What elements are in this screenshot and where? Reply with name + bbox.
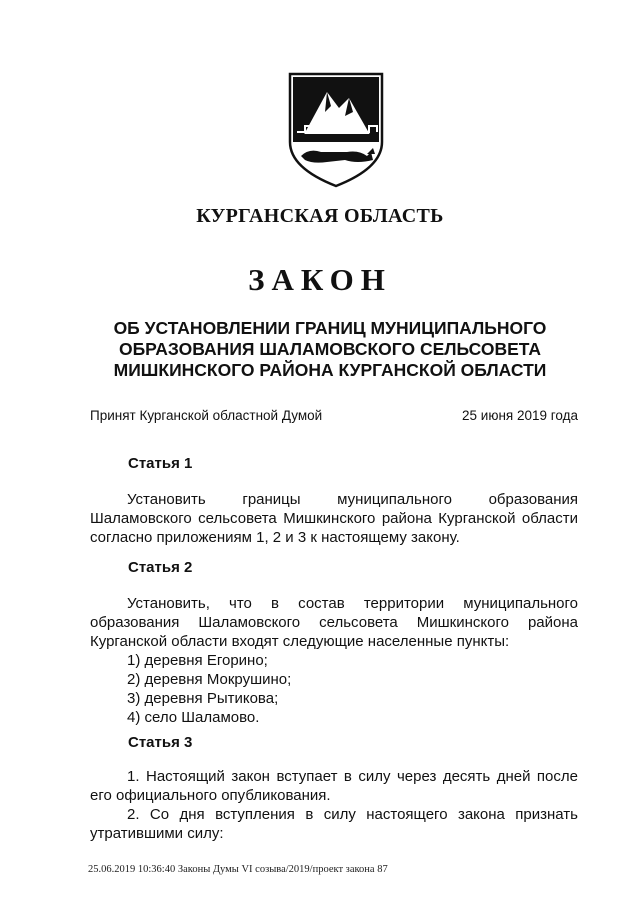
law-subject — [90, 318, 570, 381]
text-line: утратившими силу: — [90, 825, 224, 842]
adopted-by: Принят Курганской областной Думой — [90, 408, 323, 423]
text-line: образования Шаламовского сельсовета Мишкинского района — [90, 614, 578, 631]
subject-line: МИШКИНСКОГО РАЙОНА КУРГАНСКОЙ ОБЛАСТИ — [113, 360, 547, 380]
law-title: ЗАКОН — [248, 262, 392, 297]
text-line: Курганской области входят следующие населенные пункты: — [90, 633, 510, 650]
article-1-heading: Статья 1 — [128, 455, 193, 472]
text-line: Установить границы муниципального образования — [127, 491, 578, 508]
list-item: 1) деревня Егорино; — [127, 652, 268, 669]
text-line: Шаламовского сельсовета Мишкинского района Курганской области — [90, 510, 578, 527]
text-line: его официального опубликования. — [90, 787, 331, 804]
subject-line: ОБ УСТАНОВЛЕНИИ ГРАНИЦ МУНИЦИПАЛЬНОГО — [113, 318, 547, 338]
text-line: согласно приложениям 1, 2 и 3 к настоящему закону. — [90, 529, 460, 546]
adoption-date: 25 июня 2019 года — [462, 408, 578, 423]
article-1-text — [90, 490, 578, 547]
list-item: 4) село Шаламово. — [127, 709, 260, 726]
text-line: 2. Со дня вступления в силу настоящего закона признать — [127, 806, 578, 823]
article-2-heading: Статья 2 — [128, 559, 193, 576]
list-item: 3) деревня Рытикова; — [127, 690, 279, 707]
text-line: Установить, что в состав территории муниципального — [127, 595, 578, 612]
text-line: 1. Настоящий закон вступает в силу через десять дней после — [127, 768, 578, 785]
article-2-text — [90, 594, 578, 727]
subject-line: ОБРАЗОВАНИЯ ШАЛАМОВСКОГО СЕЛЬСОВЕТА — [118, 339, 542, 359]
region-name: КУРГАНСКАЯ ОБЛАСТЬ — [196, 205, 444, 227]
list-item: 2) деревня Мокрушино; — [127, 671, 292, 688]
footer-stamp: 25.06.2019 10:36:40 Законы Думы VI созыва/2019/проект закона 87 — [88, 864, 388, 875]
coat-of-arms-emblem — [287, 72, 385, 190]
article-3-heading: Статья 3 — [128, 734, 193, 751]
article-3-text — [90, 767, 578, 843]
